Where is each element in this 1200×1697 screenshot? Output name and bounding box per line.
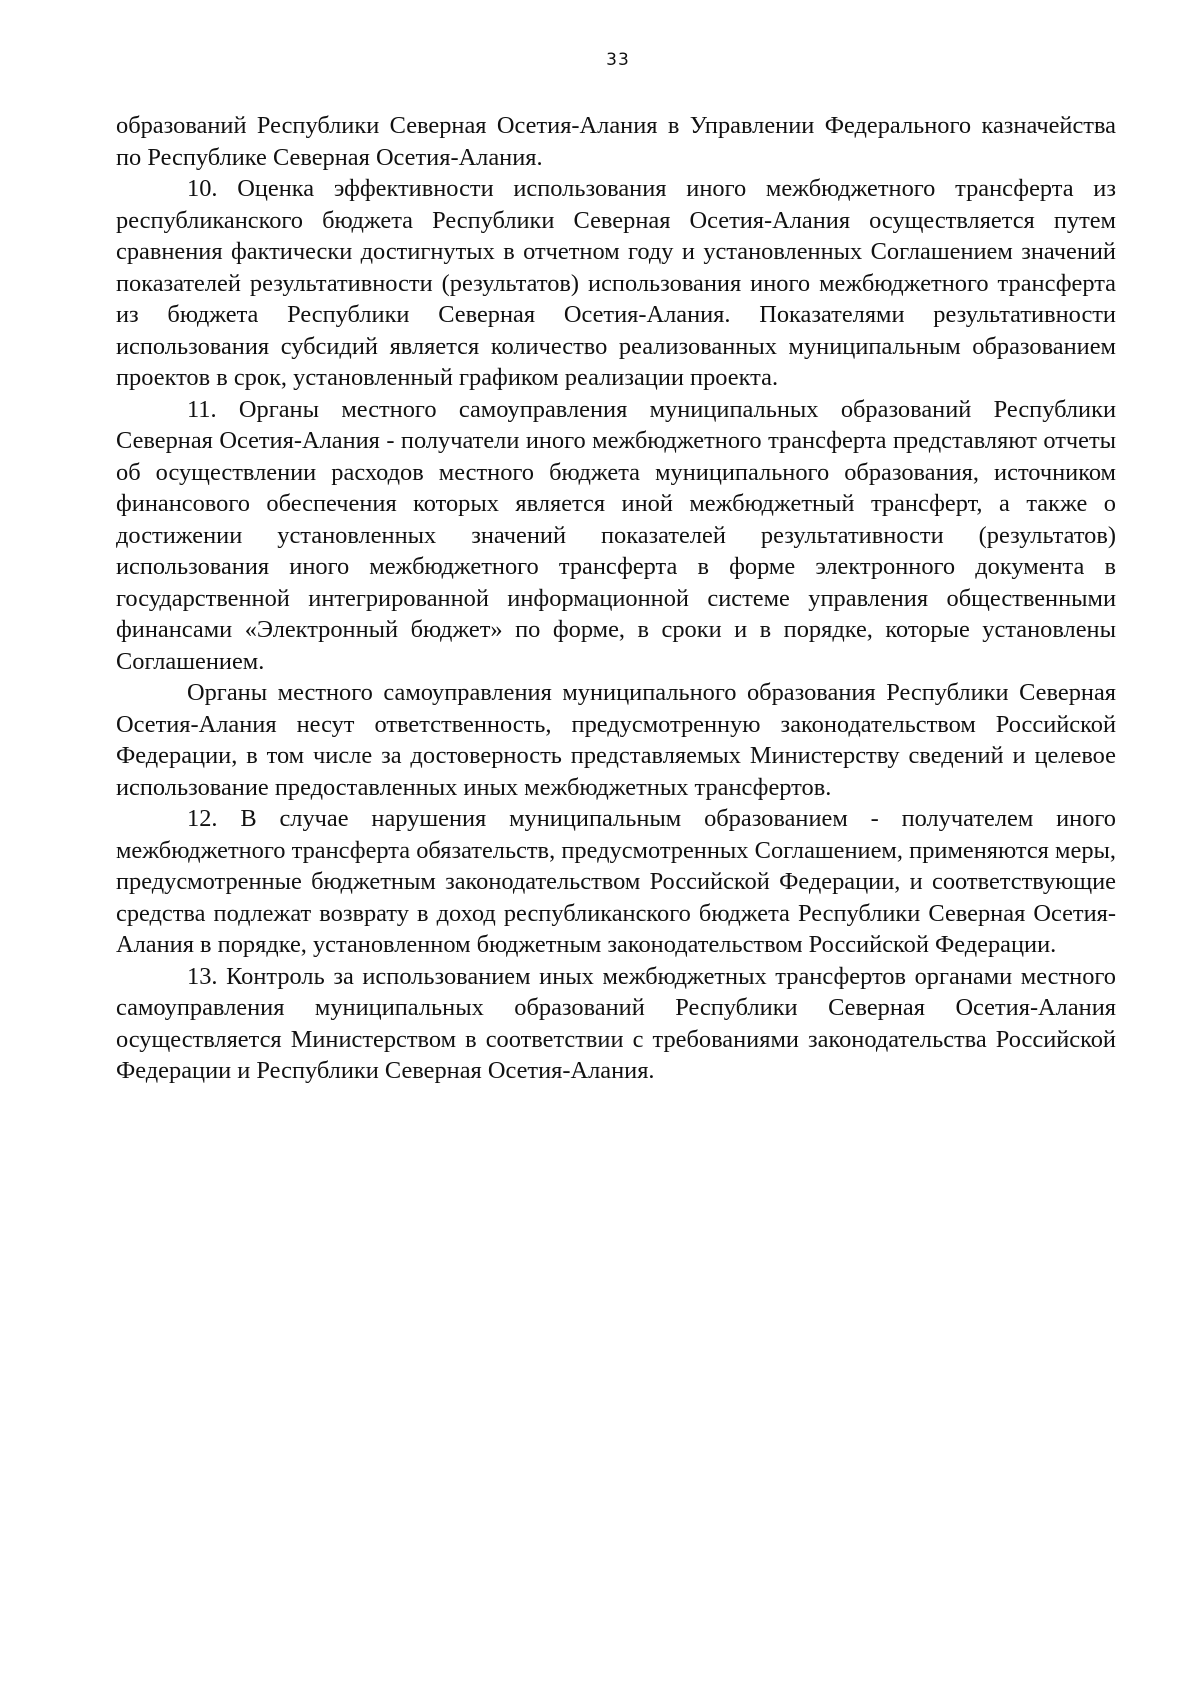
paragraph-continuation: образований Республики Северная Осетия-Алания в Управлении Федерального казначейства по Республике Северная Осетия-Алания. xyxy=(116,112,1116,171)
paragraph-item-12: 12. В случае нарушения муниципальным образованием - получателем иного межбюджетного трансферта обязательств, предусмотренных Соглашением, применяются меры, предусмотренные бюджетным законодательством Российской Федерации, и соответствующие средства подлежат возврату в доход республиканского бюджета Республики Северная Осетия-Алания в порядке, установленном бюджетным законодательством Российской Федерации. xyxy=(116,805,1116,958)
document-body xyxy=(116,110,1116,1087)
paragraph-item-10: 10. Оценка эффективности использования иного межбюджетного трансферта из республиканского бюджета Республики Северная Осетия-Алания осуществляется путем сравнения фактически достигнутых в отчетном году и установленных Соглашением значений показателей результативности (результатов) использования иного межбюджетного трансферта из бюджета Республики Северная Осетия-Алания. Показателями результативности использования субсидий является количество реализованных муниципальным образованием проектов в срок, установленный графиком реализации проекта. xyxy=(116,175,1116,391)
paragraph-item-13: 13. Контроль за использованием иных межбюджетных трансфертов органами местного самоуправления муниципальных образований Республики Северная Осетия-Алания осуществляется Министерством в соответствии с требованиями законодательства Российской Федерации и Республики Северная Осетия-Алания. xyxy=(116,962,1116,1084)
paragraph-item-11: 11. Органы местного самоуправления муниципальных образований Республики Северная Осетия-Алания - получатели иного межбюджетного трансферта представляют отчеты об осуществлении расходов местного бюджета муниципального образования, источником финансового обеспечения которых является иной межбюджетный трансферт, а также о достижении установленных значений показателей результативности (результатов) использования иного межбюджетного трансферта в форме электронного документа в государственной интегрированной информационной системе управления общественными финансами «Электронный бюджет» по форме, в сроки и в порядке, которые установлены Соглашением. xyxy=(116,395,1116,675)
page-number: 33 xyxy=(606,50,630,70)
paragraph-responsibility: Органы местного самоуправления муниципального образования Республики Северная Осетия-Алания несут ответственность, предусмотренную законодательством Российской Федерации, в том числе за достоверность представляемых Министерству сведений и целевое использование предоставленных иных межбюджетных трансфертов. xyxy=(116,679,1116,801)
